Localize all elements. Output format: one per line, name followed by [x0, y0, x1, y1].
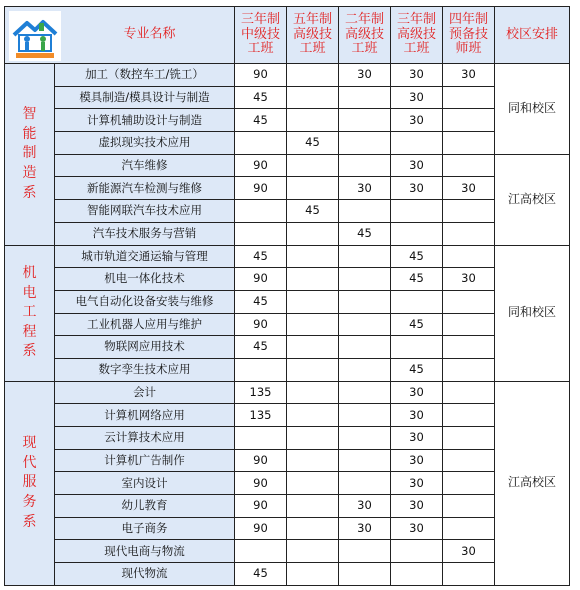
quota-cell: 30: [391, 177, 443, 200]
quota-cell: 30: [339, 517, 391, 540]
department-name: 机电工程系: [22, 265, 37, 360]
quota-cell: 90: [235, 154, 287, 177]
quota-cell: 30: [443, 64, 495, 87]
table-row: [5, 358, 570, 381]
quota-cell: 30: [391, 404, 443, 427]
table-row: [5, 200, 570, 223]
quota-cell: 30: [443, 268, 495, 291]
quota-cell: 30: [391, 109, 443, 132]
department-name: 现代服务系: [22, 435, 37, 530]
quota-cell: [235, 540, 287, 563]
quota-cell: [339, 268, 391, 291]
quota-cell: [287, 358, 339, 381]
header-col-1: 三年制中级技工班: [235, 7, 287, 64]
quota-cell: [235, 200, 287, 223]
campus-cell: 江高校区: [495, 381, 570, 585]
header-col-2: 五年制高级技工班: [287, 7, 339, 64]
quota-cell: 45: [287, 132, 339, 155]
table-row: [5, 517, 570, 540]
major-name-cell: 加工（数控车工/铣工）: [55, 64, 235, 87]
header-col-5: 四年制预备技师班: [443, 7, 495, 64]
quota-cell: [287, 290, 339, 313]
quota-cell: [287, 563, 339, 586]
quota-cell: [391, 540, 443, 563]
quota-cell: [339, 245, 391, 268]
table-row: [5, 427, 570, 450]
quota-cell: [391, 132, 443, 155]
table-body: [5, 64, 570, 586]
table-row: [5, 222, 570, 245]
quota-cell: [287, 86, 339, 109]
quota-cell: [443, 86, 495, 109]
quota-cell: [443, 381, 495, 404]
quota-cell: [339, 358, 391, 381]
major-name-cell: 物联网应用技术: [55, 336, 235, 359]
quota-cell: 45: [287, 200, 339, 223]
quota-cell: [287, 404, 339, 427]
quota-cell: [339, 154, 391, 177]
quota-cell: 45: [235, 290, 287, 313]
major-name-cell: 现代物流: [55, 563, 235, 586]
quota-cell: 45: [235, 245, 287, 268]
quota-cell: [235, 222, 287, 245]
header-col-4: 三年制高级技工班: [391, 7, 443, 64]
quota-cell: [235, 427, 287, 450]
quota-cell: [287, 427, 339, 450]
quota-cell: [443, 222, 495, 245]
quota-cell: [339, 404, 391, 427]
quota-cell: [339, 132, 391, 155]
table-row: [5, 313, 570, 336]
header-campus: 校区安排: [495, 7, 570, 64]
table-row: [5, 109, 570, 132]
quota-cell: 90: [235, 64, 287, 87]
major-name-cell: 计算机广告制作: [55, 449, 235, 472]
quota-cell: [391, 222, 443, 245]
quota-cell: [235, 358, 287, 381]
quota-cell: 30: [339, 64, 391, 87]
header-row: [5, 7, 570, 64]
quota-cell: 30: [391, 154, 443, 177]
quota-cell: [235, 132, 287, 155]
table-row: [5, 268, 570, 291]
quota-cell: [391, 200, 443, 223]
quota-cell: 30: [391, 495, 443, 518]
quota-cell: 90: [235, 268, 287, 291]
department-cell: [5, 245, 55, 381]
quota-cell: [287, 109, 339, 132]
quota-cell: [443, 517, 495, 540]
quota-cell: [287, 268, 339, 291]
table-row: [5, 154, 570, 177]
quota-cell: 45: [391, 268, 443, 291]
quota-cell: 90: [235, 495, 287, 518]
quota-cell: 30: [391, 86, 443, 109]
quota-cell: [339, 200, 391, 223]
quota-cell: [391, 336, 443, 359]
quota-cell: [443, 313, 495, 336]
quota-cell: 30: [391, 517, 443, 540]
major-name-cell: 现代电商与物流: [55, 540, 235, 563]
quota-cell: [339, 563, 391, 586]
major-name-cell: 计算机辅助设计与制造: [55, 109, 235, 132]
quota-cell: 45: [391, 313, 443, 336]
department-cell: [5, 64, 55, 246]
quota-cell: [287, 449, 339, 472]
table-row: [5, 245, 570, 268]
major-name-cell: 智能网联汽车技术应用: [55, 200, 235, 223]
major-name-cell: 云计算技术应用: [55, 427, 235, 450]
quota-cell: [391, 563, 443, 586]
table-row: [5, 540, 570, 563]
quota-cell: [287, 381, 339, 404]
header-major-label: 专业名称: [123, 26, 176, 42]
quota-cell: 30: [391, 449, 443, 472]
quota-cell: [443, 336, 495, 359]
table-row: [5, 86, 570, 109]
quota-cell: 135: [235, 381, 287, 404]
quota-cell: [443, 427, 495, 450]
major-name-cell: 机电一体化技术: [55, 268, 235, 291]
major-name-cell: 城市轨道交通运输与管理: [55, 245, 235, 268]
quota-cell: [287, 472, 339, 495]
quota-cell: [443, 563, 495, 586]
header-col-3: 二年制高级技工班: [339, 7, 391, 64]
quota-cell: [339, 449, 391, 472]
quota-cell: 30: [443, 177, 495, 200]
quota-cell: [339, 290, 391, 313]
quota-cell: [443, 245, 495, 268]
department-name: 智能制造系: [22, 106, 37, 201]
table-row: [5, 177, 570, 200]
quota-cell: 30: [339, 495, 391, 518]
enrollment-table: [4, 6, 570, 586]
quota-cell: [443, 358, 495, 381]
quota-cell: [443, 449, 495, 472]
quota-cell: [443, 200, 495, 223]
header-major-cell: [5, 7, 235, 64]
quota-cell: [339, 109, 391, 132]
quota-cell: [287, 245, 339, 268]
quota-cell: 30: [391, 427, 443, 450]
quota-cell: [287, 64, 339, 87]
major-name-cell: 模具制造/模具设计与制造: [55, 86, 235, 109]
quota-cell: [391, 290, 443, 313]
major-name-cell: 电气自动化设备安装与维修: [55, 290, 235, 313]
table-row: [5, 563, 570, 586]
table-row: [5, 404, 570, 427]
quota-cell: 90: [235, 472, 287, 495]
quota-cell: [339, 540, 391, 563]
quota-cell: 30: [391, 472, 443, 495]
quota-cell: [339, 86, 391, 109]
major-name-cell: 室内设计: [55, 472, 235, 495]
quota-cell: [287, 336, 339, 359]
quota-cell: [443, 109, 495, 132]
quota-cell: 90: [235, 313, 287, 336]
table-row: [5, 132, 570, 155]
quota-cell: [443, 132, 495, 155]
quota-cell: 30: [339, 177, 391, 200]
quota-cell: 30: [391, 381, 443, 404]
quota-cell: [443, 495, 495, 518]
table-row: [5, 290, 570, 313]
quota-cell: 90: [235, 177, 287, 200]
table-row: [5, 64, 570, 87]
major-name-cell: 电子商务: [55, 517, 235, 540]
major-name-cell: 新能源汽车检测与维修: [55, 177, 235, 200]
quota-cell: [287, 313, 339, 336]
quota-cell: [339, 336, 391, 359]
major-name-cell: 工业机器人应用与维护: [55, 313, 235, 336]
major-name-cell: 汽车技术服务与营销: [55, 222, 235, 245]
quota-cell: 45: [235, 336, 287, 359]
quota-cell: 45: [391, 245, 443, 268]
quota-cell: [443, 472, 495, 495]
quota-cell: [339, 313, 391, 336]
table-row: [5, 449, 570, 472]
quota-cell: 30: [391, 64, 443, 87]
quota-cell: [339, 472, 391, 495]
quota-cell: [287, 540, 339, 563]
quota-cell: 135: [235, 404, 287, 427]
major-name-cell: 虚拟现实技术应用: [55, 132, 235, 155]
table-row: [5, 381, 570, 404]
quota-cell: 45: [235, 563, 287, 586]
quota-cell: 45: [339, 222, 391, 245]
major-name-cell: 会计: [55, 381, 235, 404]
quota-cell: [339, 427, 391, 450]
campus-cell: 江高校区: [495, 154, 570, 245]
major-name-cell: 汽车维修: [55, 154, 235, 177]
quota-cell: [443, 154, 495, 177]
quota-cell: 45: [235, 109, 287, 132]
school-logo-icon: [9, 11, 61, 61]
quota-cell: [339, 381, 391, 404]
major-name-cell: 计算机网络应用: [55, 404, 235, 427]
major-name-cell: 幼儿教育: [55, 495, 235, 518]
campus-cell: 同和校区: [495, 64, 570, 155]
quota-cell: [443, 404, 495, 427]
table-row: [5, 336, 570, 359]
quota-cell: 45: [235, 86, 287, 109]
quota-cell: 45: [391, 358, 443, 381]
department-cell: [5, 381, 55, 585]
campus-cell: 同和校区: [495, 245, 570, 381]
quota-cell: [287, 517, 339, 540]
quota-cell: [287, 222, 339, 245]
quota-cell: [287, 177, 339, 200]
enrollment-table-container: [4, 6, 570, 586]
table-row: [5, 472, 570, 495]
quota-cell: [287, 495, 339, 518]
quota-cell: [287, 154, 339, 177]
quota-cell: 30: [443, 540, 495, 563]
quota-cell: 90: [235, 449, 287, 472]
quota-cell: 90: [235, 517, 287, 540]
quota-cell: [443, 290, 495, 313]
major-name-cell: 数字孪生技术应用: [55, 358, 235, 381]
table-row: [5, 495, 570, 518]
